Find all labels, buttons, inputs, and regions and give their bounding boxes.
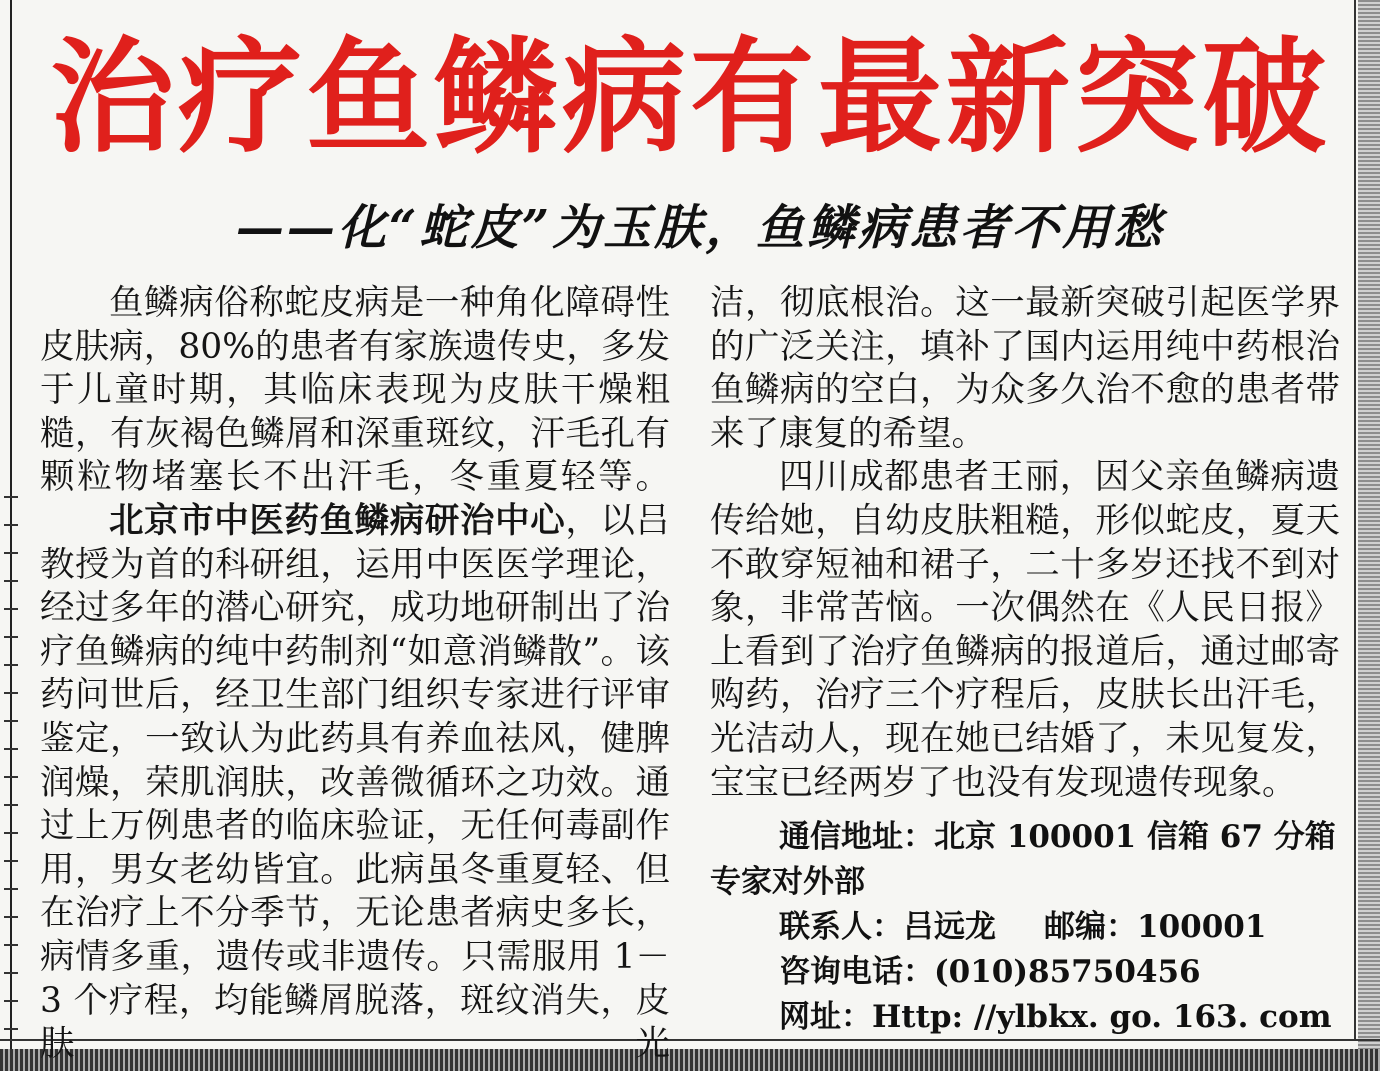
postcode-label: 邮编：: [1044, 909, 1137, 945]
phone-value: (010)85750456: [934, 954, 1201, 990]
headline: 治疗鱼鳞病有最新突破: [49, 26, 1330, 170]
address-label: 通信地址：: [779, 819, 934, 855]
contact-person-name: 吕远龙: [903, 909, 996, 945]
address-line: [710, 815, 1340, 860]
phone-line: [710, 950, 1340, 995]
address-department: 专家对外部: [710, 864, 865, 900]
contact-block: [710, 815, 1340, 1040]
left-paragraph-2-body: ，以吕教授为首的科研组，运用中医医学理论，经过多年的潜心研究，成功地研制出了治疗鱼鳞病的纯中药制剂“如意消鳞散”。该药问世后，经卫生部门组织专家进行评审鉴定，一致认为此药具有养血祛风，健脾润燥，荣肌润肤，改善微循环之功效。通过上万例患者的临床验证，无任何毒副作用，男女老幼皆宜。此病虽冬重夏轻、但在治疗上不分季节，无论患者病史多长，病情多重，遗传或非遗传。只需服用 1－3 个疗程，均能鳞屑脱落，斑纹消失，皮肤光: [40, 500, 671, 1065]
address-value: 北京 100001 信箱 67 分箱: [934, 819, 1336, 855]
address-line-2: [710, 860, 1340, 905]
right-paragraph-2: 四川成都患者王丽，因父亲鱼鳞病遗传给她，自幼皮肤粗糙，形似蛇皮，夏天不敢穿短袖和裙子，二十多岁还找不到对象，非常苦恼。一次偶然在《人民日报》上看到了治疗鱼鳞病的报道后，通过邮寄购药，治疗三个疗程后，皮肤长出汗毛，光洁动人，现在她已结婚了，未见复发，宝宝已经两岁了也没有发现遗传现象。: [710, 457, 1340, 803]
website-value: Http: //ylbkx. go. 163. com: [872, 999, 1332, 1035]
right-column: [710, 282, 1340, 805]
right-scan-edge: [1358, 0, 1380, 1071]
subheadline: ——化“蛇皮”为玉肤，鱼鳞病患者不用愁: [235, 200, 1165, 256]
contact-person-label: 联系人：: [779, 909, 903, 945]
left-paragraph-2: [40, 500, 670, 1067]
left-paragraph-1: 鱼鳞病俗称蛇皮病是一种角化障碍性皮肤病，80%的患者有家族遗传史，多发于儿童时期，其临床表现为皮肤干燥粗糙，有灰褐色鳞屑和深重斑纹，汗毛孔有颗粒物堵塞长不出汗毛，冬重夏轻等。: [40, 283, 670, 498]
website-label: 网址：: [779, 999, 872, 1035]
right-paragraph-1: 洁，彻底根治。这一最新突破引起医学界的广泛关注，填补了国内运用纯中药根治鱼鳞病的空白，为众多久治不愈的患者带来了康复的希望。: [710, 283, 1340, 454]
person-postcode-line: [710, 905, 1340, 950]
left-cut-marks: [4, 470, 18, 1030]
left-column: [40, 282, 670, 1067]
postcode-value: 100001: [1137, 909, 1267, 945]
website-line: [710, 995, 1340, 1040]
right-border-rule: [1354, 0, 1356, 1040]
research-center-name: 北京市中医药鱼鳞病研治中心: [109, 500, 566, 541]
phone-label: 咨询电话：: [779, 954, 934, 990]
